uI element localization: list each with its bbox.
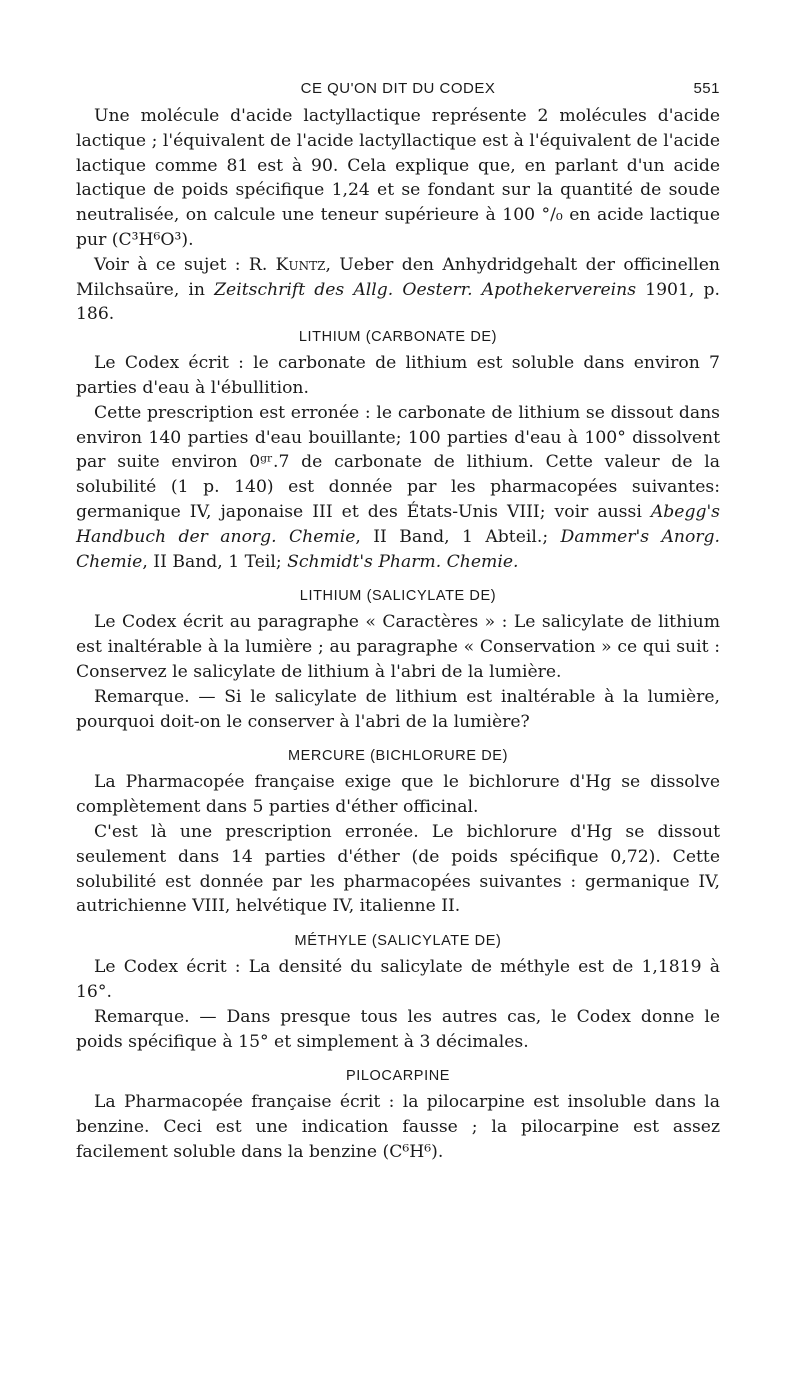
text-run: Voir à ce sujet : R. (94, 254, 276, 275)
journal-title: Zeitschrift des Allg. Oesterr. Apothekervereins (214, 279, 637, 300)
reference-title: Abegg's Handbuch der anorg. Chemie (76, 501, 720, 547)
paragraph-pilocarpine-1: La Pharmacopée française écrit : la pilocarpine est insoluble dans la benzine. Ceci est une indication fausse ; la pilocarpine est assez facilement soluble dans la benzine (C⁶H⁶). (76, 1092, 720, 1162)
spacer (76, 1054, 720, 1062)
text-run: , Ueber den Anhydridgehalt der officinellen Milchsaüre, in (76, 254, 720, 300)
paragraph-intro-2 (76, 253, 720, 327)
paragraph-lithium-carbonate-2 (76, 401, 720, 575)
paragraph-lithium-salicylate-1: Le Codex écrit au paragraphe « Caractères » : Le salicylate de lithium est inaltérable à la lumière ; au paragraphe « Conservation » ce qui suit : Conservez le salicylate de lithium à l'abri de la lumière. (76, 612, 720, 682)
section-heading-pilocarpine: PILOCARPINE (345, 1068, 451, 1085)
spacer (76, 574, 720, 582)
paragraph-mercure-2: C'est là une prescription erronée. Le bichlorure d'Hg se dissout seulement dans 14 parties d'éther (de poids spécifique 0,72). Cette solubilité est donnée par les pharmacopées suivantes : germanique IV, autrichienne VIII, helvétique IV, italienne II. (76, 821, 720, 917)
paragraph-lithium-carbonate-1: Le Codex écrit : le carbonate de lithium est soluble dans environ 7 parties d'eau à l'ébullition. (76, 353, 720, 398)
spacer (76, 919, 720, 927)
author-name: Kuntz (275, 254, 326, 275)
paragraph-methyle-2: Remarque. — Dans presque tous les autres cas, le Codex donne le poids spécifique à 15° et simplement à 3 décimales. (76, 1006, 720, 1052)
page (76, 76, 720, 1165)
spacer (76, 734, 720, 742)
section-heading-lithium-salicylate: LITHIUM (SALICYLATE DE) (299, 588, 497, 605)
paragraph-methyle-1: Le Codex écrit : La densité du salicylate de méthyle est de 1,1819 à 16°. (76, 957, 720, 1002)
section-heading-methyle: MÉTHYLE (SALICYLATE DE) (294, 933, 502, 950)
paragraph-lithium-salicylate-2: Remarque. — Si le salicylate de lithium est inaltérable à la lumière, pourquoi doit-on le conserver à l'abri de la lumière? (76, 686, 720, 732)
reference-title: Schmidt's Pharm. Chemie. (287, 551, 519, 572)
running-head: CE QU'ON DIT DU CODEX (300, 80, 496, 97)
text-run: Cette prescription est erronée : le carbonate de lithium se dissout dans environ 140 parties d'eau bouillante; 100 parties d'eau à 100° dissolvent par suite environ 0ᵍʳ.7 de carbonate de lithium. Cette valeur de la solubilité (1 p. 140) est donnée par les pharmacopées suivantes: germanique IV, japonaise III et des États-Unis VIII; voir aussi (76, 402, 720, 522)
text-run: , II Band, 1 Teil; (142, 551, 288, 572)
text-run: 1901, p. 186. (76, 279, 720, 325)
paragraph-mercure-1: La Pharmacopée française exige que le bichlorure d'Hg se dissolve complètement dans 5 parties d'éther officinal. (76, 772, 720, 818)
section-heading-mercure: MERCURE (BICHLORURE DE) (287, 748, 509, 765)
paragraph-intro-1: Une molécule d'acide lactyllactique représente 2 molécules d'acide lactique ; l'équivalent de l'acide lactyllactique est à l'équivalent de l'acide lactique comme 81 est à 90. Cela explique que, en parlant d'un acide lactique de poids spécifique 1,24 et se fondant sur la quantité de soude neutralisée, on calcule une teneur supérieure à 100 °/₀ en acide lactique pur (C³H⁶O³). (76, 106, 720, 250)
page-header (76, 76, 720, 104)
page-number: 551 (693, 80, 720, 97)
text-run: , II Band, 1 Abteil.; (355, 526, 561, 547)
reference-title: Dammer's Anorg. Chemie (76, 526, 721, 572)
section-heading-lithium-carbonate: LITHIUM (CARBONATE DE) (298, 329, 498, 346)
